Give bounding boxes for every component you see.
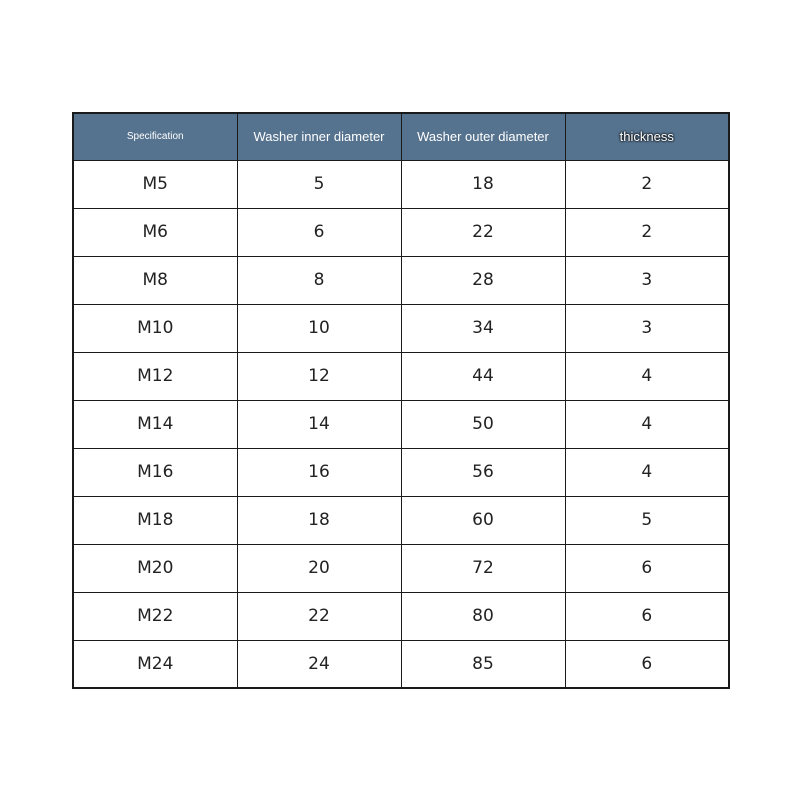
cell-outer-diameter: 50 — [401, 400, 565, 448]
cell-specification: M6 — [73, 208, 237, 256]
washer-spec-table — [72, 112, 730, 689]
cell-thickness: 3 — [565, 304, 729, 352]
cell-specification: M18 — [73, 496, 237, 544]
header-row — [73, 113, 729, 160]
cell-outer-diameter: 80 — [401, 592, 565, 640]
header-inner-diameter: Washer inner diameter — [237, 113, 401, 160]
cell-thickness: 6 — [565, 544, 729, 592]
cell-thickness: 2 — [565, 208, 729, 256]
table-row — [73, 400, 729, 448]
cell-thickness: 4 — [565, 400, 729, 448]
cell-specification: M12 — [73, 352, 237, 400]
cell-inner-diameter: 5 — [237, 160, 401, 208]
cell-inner-diameter: 12 — [237, 352, 401, 400]
cell-thickness: 4 — [565, 448, 729, 496]
cell-specification: M20 — [73, 544, 237, 592]
table-row — [73, 592, 729, 640]
cell-specification: M16 — [73, 448, 237, 496]
header-outer-diameter: Washer outer diameter — [401, 113, 565, 160]
cell-outer-diameter: 34 — [401, 304, 565, 352]
table-row — [73, 544, 729, 592]
cell-inner-diameter: 20 — [237, 544, 401, 592]
table-row — [73, 208, 729, 256]
cell-thickness: 2 — [565, 160, 729, 208]
cell-outer-diameter: 22 — [401, 208, 565, 256]
cell-inner-diameter: 18 — [237, 496, 401, 544]
cell-outer-diameter: 56 — [401, 448, 565, 496]
cell-inner-diameter: 24 — [237, 640, 401, 688]
table-row — [73, 448, 729, 496]
cell-thickness: 3 — [565, 256, 729, 304]
table-header — [73, 113, 729, 160]
table-row — [73, 160, 729, 208]
cell-inner-diameter: 14 — [237, 400, 401, 448]
cell-thickness: 6 — [565, 592, 729, 640]
table-row — [73, 304, 729, 352]
cell-thickness: 6 — [565, 640, 729, 688]
cell-thickness: 4 — [565, 352, 729, 400]
cell-specification: M8 — [73, 256, 237, 304]
cell-outer-diameter: 44 — [401, 352, 565, 400]
table-row — [73, 256, 729, 304]
table-row — [73, 352, 729, 400]
table-row — [73, 640, 729, 688]
cell-inner-diameter: 10 — [237, 304, 401, 352]
header-thickness: thickness — [565, 113, 729, 160]
cell-inner-diameter: 6 — [237, 208, 401, 256]
cell-outer-diameter: 72 — [401, 544, 565, 592]
cell-outer-diameter: 18 — [401, 160, 565, 208]
cell-outer-diameter: 60 — [401, 496, 565, 544]
cell-thickness: 5 — [565, 496, 729, 544]
cell-inner-diameter: 8 — [237, 256, 401, 304]
table-row — [73, 496, 729, 544]
cell-specification: M14 — [73, 400, 237, 448]
cell-outer-diameter: 28 — [401, 256, 565, 304]
cell-inner-diameter: 16 — [237, 448, 401, 496]
header-specification: Specification — [73, 113, 237, 160]
cell-outer-diameter: 85 — [401, 640, 565, 688]
cell-specification: M22 — [73, 592, 237, 640]
cell-inner-diameter: 22 — [237, 592, 401, 640]
cell-specification: M10 — [73, 304, 237, 352]
cell-specification: M5 — [73, 160, 237, 208]
cell-specification: M24 — [73, 640, 237, 688]
table-body — [73, 160, 729, 688]
